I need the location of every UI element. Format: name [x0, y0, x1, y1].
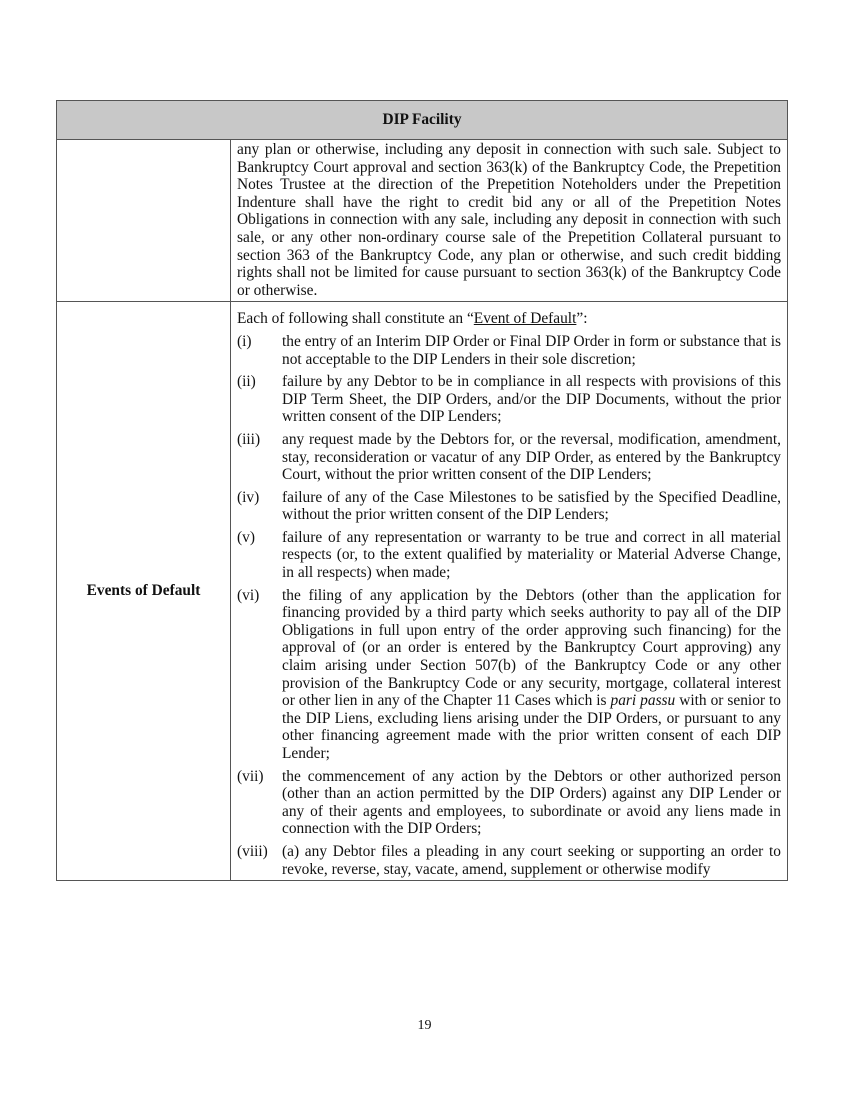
list-item	[237, 333, 781, 368]
row-content	[231, 302, 788, 881]
term-sheet-table	[56, 100, 788, 881]
item-text: failure of any representation or warranty to be true and correct in all material respects (or, to the extent qualified by materiality or Material Adverse Change, in all respects) when made;	[282, 528, 781, 582]
table-header-row	[57, 101, 788, 140]
item-number: (iv)	[237, 488, 260, 506]
table-row	[57, 302, 788, 881]
table-header: DIP Facility	[57, 101, 788, 140]
list-item	[237, 431, 781, 484]
item-text-part: the filing of any application by the Debtors (other than the application for financing provided by a third party which seeks authority to pay all of the DIP Obligations in full upon entry of the order approving such financing) for the approval of (or an order is entered by the Bankruptcy Court approving) any claim arising under Section 507(b) of the Bankruptcy Code or any other provision of the Bankruptcy Code or any security, mortgage, collateral interest or other lien in any of the Chapter 11 Cases which is	[282, 586, 781, 710]
item-text: the entry of an Interim DIP Order or Final DIP Order in form or substance that is not acceptable to the DIP Lenders in their sole discretion;	[282, 332, 781, 368]
list-item	[237, 587, 781, 763]
list-item	[237, 529, 781, 582]
item-text	[282, 587, 781, 763]
defined-term: Event of Default	[473, 310, 577, 328]
events-intro	[237, 310, 781, 328]
page-number: 19	[417, 1018, 432, 1033]
item-number: (v)	[237, 528, 255, 546]
item-number: (vi)	[237, 586, 260, 604]
item-number: (viii)	[237, 842, 268, 860]
list-item	[237, 489, 781, 524]
item-number: (i)	[237, 332, 252, 350]
item-number: (ii)	[237, 373, 256, 391]
row-content	[231, 140, 788, 302]
item-number: (vii)	[237, 767, 264, 785]
row-label-empty	[57, 140, 231, 302]
item-text: failure by any Debtor to be in compliance in all respects with provisions of this DIP Term Sheet, the DIP Orders, and/or the DIP Documents, without the prior written consent of the DIP Lenders;	[282, 373, 781, 426]
credit-bid-paragraph: any plan or otherwise, including any deposit in connection with such sale. Subject to Bankruptcy Court approval and section 363(k) of the Bankruptcy Code, the Prepetition Notes Trustee at the direction of the Prepetition Noteholders under the Prepetition Indenture shall have the right to credit bid any or all of the Prepetition Notes Obligations in connection with any sale, including any deposit in connection with such sale, or any other non-ordinary course sale of the Prepetition Collateral pursuant to section 363 of the Bankruptcy Code, any plan or otherwise, and such credit bidding rights shall not be limited for cause pursuant to section 363(k) of the Bankruptcy Code or otherwise.	[237, 141, 781, 299]
item-text: the commencement of any action by the Debtors or other authorized person (other than an action permitted by the DIP Orders) against any DIP Lender or any of their agents and employees, to subordinate or avoid any liens made in connection with the DIP Orders;	[282, 767, 781, 838]
item-text: (a) any Debtor files a pleading in any court seeking or supporting an order to revoke, reverse, stay, vacate, amend, supplement or otherwise modify	[282, 842, 781, 878]
row-label-events-of-default: Events of Default	[57, 302, 231, 881]
list-item	[237, 768, 781, 838]
italic-term: pari passu	[610, 692, 676, 710]
list-item	[237, 373, 781, 426]
intro-suffix: ”:	[576, 310, 588, 328]
list-item	[237, 843, 781, 878]
item-text: failure of any of the Case Milestones to be satisfied by the Specified Deadline, without the prior written consent of the DIP Lenders;	[282, 488, 781, 524]
item-number: (iii)	[237, 430, 261, 448]
table-row	[57, 140, 788, 302]
item-text-part: with or senior to the DIP Liens, excluding liens arising under the DIP Orders, or pursuant to any other financing agreement made with the prior written consent of each DIP Lender;	[282, 692, 781, 762]
item-text: any request made by the Debtors for, or the reversal, modification, amendment, stay, reconsideration or vacatur of any DIP Order, as entered by the Bankruptcy Court, without the prior written consent of the DIP Lenders;	[282, 430, 781, 484]
intro-prefix: Each of following shall constitute an “	[237, 310, 474, 328]
